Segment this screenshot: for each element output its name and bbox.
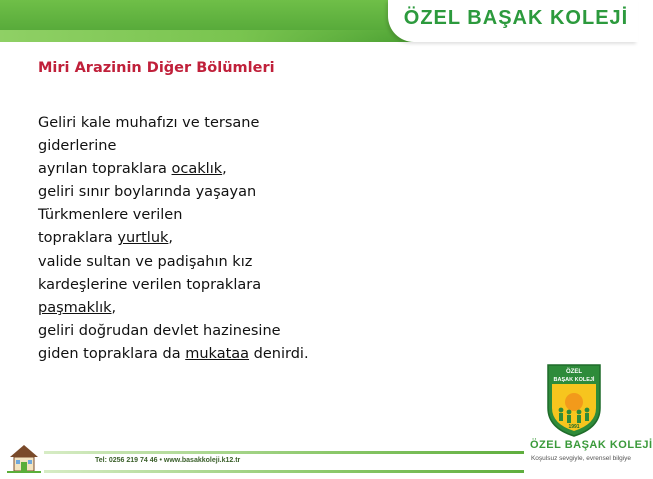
body-text-segment: valide sultan ve padişahın kız — [38, 253, 253, 270]
brand-name: ÖZEL BAŞAK KOLEJİ — [530, 439, 653, 451]
body-text-segment: , — [222, 161, 227, 178]
emblem-top-text: ÖZEL — [566, 369, 582, 375]
body-line — [38, 227, 458, 250]
body-line — [38, 181, 458, 204]
emblem-arc-text: BAŞAK KOLEJİ — [553, 377, 595, 383]
slide-title: Miri Arazinin Diğer Bölümleri — [38, 60, 275, 76]
body-text-segment: giden topraklara da — [38, 345, 186, 362]
body-text-segment: geliri sınır boylarında yaşayan — [38, 184, 257, 201]
house-icon[interactable] — [6, 442, 42, 474]
body-text-segment: giderlerine — [38, 138, 117, 155]
body-text-segment: Geliri kale muhafızı ve tersane — [38, 115, 260, 131]
emblem-year: 1991 — [568, 424, 580, 430]
body-text-segment: denirdi. — [249, 345, 309, 362]
body-line — [38, 251, 458, 274]
underlined-term: mukataa — [185, 345, 250, 362]
body-text-segment: topraklara — [38, 230, 118, 247]
body-text-segment: geliri doğrudan devlet hazinesine — [38, 322, 281, 339]
body-line — [38, 158, 458, 181]
body-line — [38, 135, 458, 158]
body-text-segment: kardeşlerine verilen topraklara — [38, 276, 262, 293]
body-line — [38, 320, 458, 343]
body-text-segment: , — [168, 230, 174, 247]
body-line — [38, 274, 458, 297]
brand-slogan: Koşulsuz sevgiyle, evrensel bilgiye — [530, 455, 632, 462]
footer-contact: Tel: 0256 219 74 46 • www.basakkoleji.k12.tr — [95, 457, 241, 464]
body-line — [38, 343, 458, 366]
body-text-segment: , — [111, 299, 117, 316]
body-text-segment: ayrılan topraklara — [38, 161, 172, 178]
header-band-highlight — [0, 30, 400, 42]
footer-stripe-top — [44, 451, 524, 454]
body-line — [38, 112, 458, 135]
underlined-term: yurtluk — [117, 230, 169, 247]
school-emblem-icon — [545, 362, 603, 438]
slide-body — [38, 112, 458, 366]
underlined-term: ocaklık — [171, 161, 223, 178]
body-text-segment: Türkmenlere verilen — [38, 207, 183, 224]
header-logo-text: ÖZEL BAŞAK KOLEJİ — [403, 7, 629, 29]
footer-stripe-bottom — [44, 470, 524, 473]
underlined-term: paşmaklık — [38, 299, 112, 316]
body-line — [38, 204, 458, 227]
body-line — [38, 297, 458, 320]
